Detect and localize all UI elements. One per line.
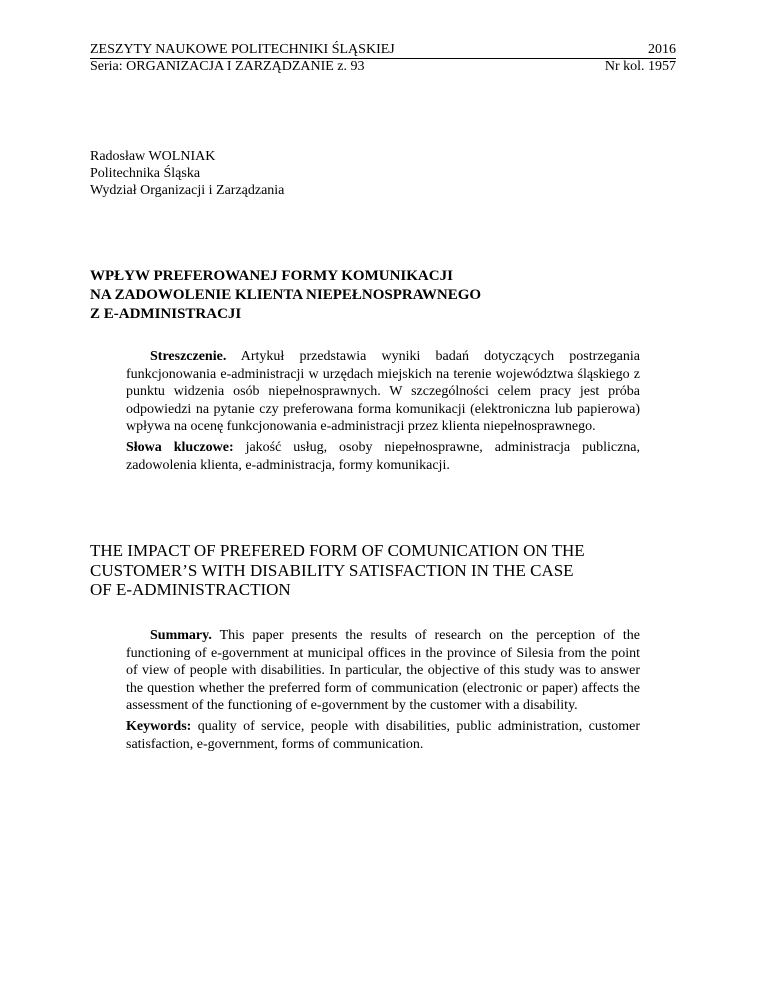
journal-issue-number: Nr kol. 1957 [604, 59, 676, 74]
author-faculty: Wydział Organizacji i Zarządzania [90, 183, 285, 198]
title-polish-line-1: WPŁYW PREFEROWANEJ FORMY KOMUNIKACJI [90, 268, 453, 284]
title-polish [90, 267, 481, 324]
keywords-polish-label: Słowa kluczowe: [126, 439, 234, 455]
abstract-polish-paragraph [126, 348, 640, 436]
abstract-polish-text: Artykuł przedstawia wyniki badań dotyczących postrzegania funkcjonowania e-administracji w urzędach miejskich na terenie województwa śląskiego z punktu widzenia osób niepełnosprawnych. W szczególności celem pracy jest próba odpowiedzi na pytanie czy preferowana forma komunikacji (elektroniczna lub papierowa) wpływa na ocenę funkcjonowania e-administracji przez klienta niepełnosprawnego. [126, 349, 640, 435]
title-english-line-1: THE IMPACT OF PREFERED FORM OF COMUNICATION ON THE [90, 541, 585, 560]
keywords-english-label: Keywords: [126, 718, 192, 734]
abstract-english-paragraph [126, 627, 640, 715]
header-divider [90, 58, 676, 59]
abstract-polish-label: Streszczenie. [150, 349, 227, 364]
author-university: Politechnika Śląska [90, 166, 201, 181]
keywords-english-text: quality of service, people with disabilities, public administration, customer satisfaction, e-government, forms of communication. [126, 718, 640, 752]
title-english-line-2: CUSTOMER’S WITH DISABILITY SATISFACTION IN THE CASE [90, 560, 574, 580]
title-polish-line-2: NA ZADOWOLENIE KLIENTA NIEPEŁNOSPRAWNEGO [90, 287, 482, 303]
title-english [90, 541, 585, 600]
journal-name: ZESZYTY NAUKOWE POLITECHNIKI ŚLĄSKIEJ [90, 42, 395, 57]
abstract-polish [126, 348, 640, 474]
header-row-1 [90, 41, 676, 58]
title-polish-line-3: Z E-ADMINISTRACJI [90, 306, 242, 322]
journal-series: Seria: ORGANIZACJA I ZARZĄDZANIE z. 93 [90, 59, 365, 74]
abstract-english [126, 627, 640, 753]
author-name: Radosław WOLNIAK [90, 149, 216, 164]
journal-year: 2016 [648, 42, 676, 57]
author-block [90, 148, 284, 199]
abstract-english-label: Summary. [150, 628, 212, 643]
keywords-english [126, 718, 640, 753]
title-english-line-3: OF E-ADMINISTRACTION [90, 580, 291, 599]
abstract-english-text: This paper presents the results of research on the perception of the functioning of e-government at municipal offices in the province of Silesia from the point of view of people with disabilities. In particular, the objective of this study was to answer the question whether the preferred form of communication (electronic or paper) affects the assessment of the functioning of e-government by the customer with a disability. [126, 628, 640, 714]
keywords-polish-text: jakość usług, osoby niepełnosprawne, administracja publiczna, zadowolenia klienta, e-administracja, formy komunikacji. [126, 439, 641, 473]
header-row-2 [90, 58, 676, 75]
keywords-polish [126, 439, 640, 474]
